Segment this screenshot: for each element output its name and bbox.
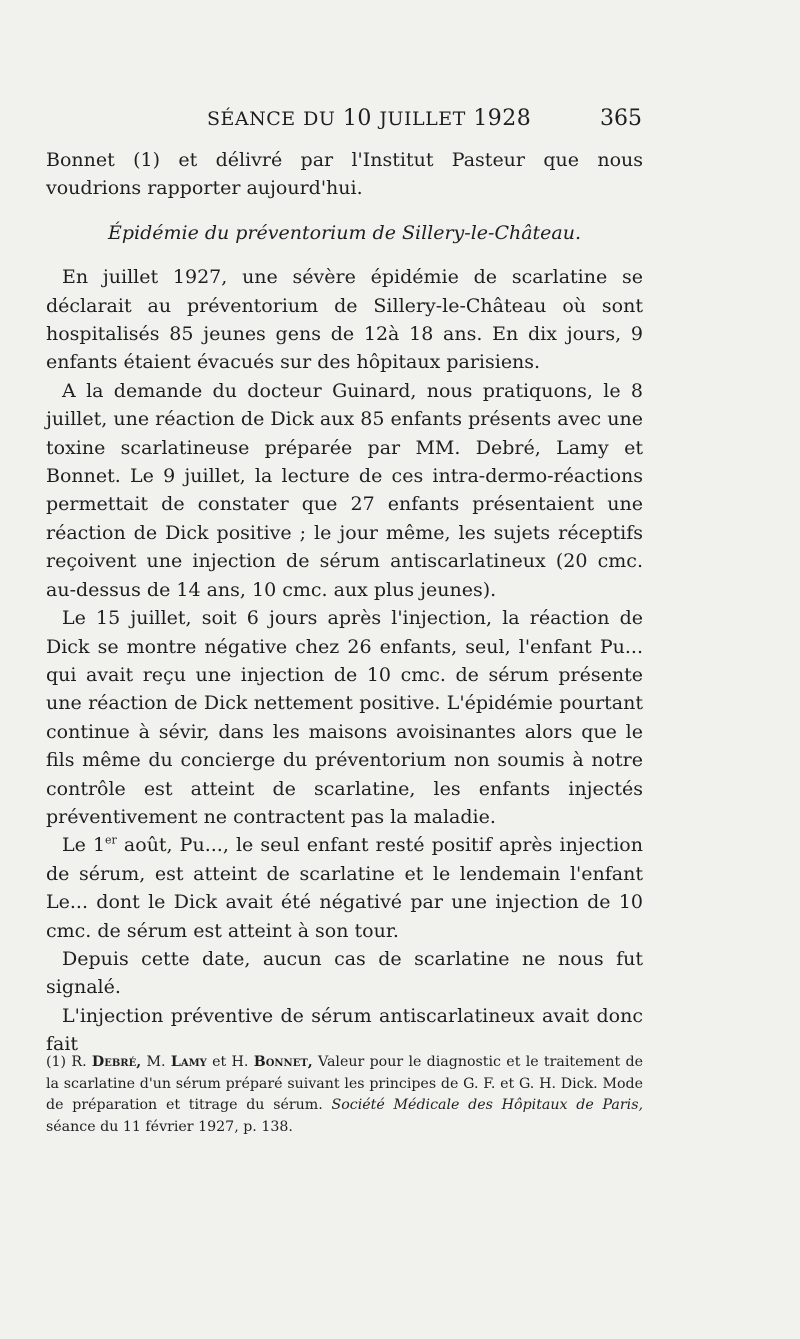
paragraph-7: Depuis cette date, aucun cas de scarlatine ne nous fut signalé. [46, 947, 643, 999]
paragraph-6 [46, 831, 643, 945]
header-year: 1928 [473, 106, 532, 131]
footnote-initial-m: M. [146, 1054, 166, 1070]
footnote-author-lamy: Lamy [170, 1054, 207, 1070]
footnote-tail: séance du 11 février 1927, p. 138. [46, 1118, 293, 1135]
paragraph-1: Bonnet (1) et délivré par l'Institut Pasteur que nous voudrions rapporter aujourd'hui. [46, 149, 643, 200]
page-number: 365 [600, 106, 642, 131]
footnote-author-bonnet: Bonnet, [253, 1054, 313, 1070]
footnote-block [46, 1052, 643, 1138]
footnote-number: (1) R. [46, 1054, 87, 1070]
footnote-1 [46, 1052, 643, 1138]
paragraph-8: L'injection préventive de sérum antiscarlatineux avait donc fait [46, 1004, 643, 1056]
running-title [207, 106, 531, 131]
header-month: JUILLET [379, 108, 466, 130]
running-header [207, 106, 642, 136]
paragraph-4: A la demande du docteur Guinard, nous pratiquons, le 8 juillet, une réaction de Dick aux 85 enfants présents avec une toxine scarlatineuse préparée par MM. Debré, Lamy et Bonnet. Le 9 juillet, la lecture de ces intra-dermo-réactions permettait de constater que 27 enfants présentaient une réaction de Dick positive ; le jour même, les sujets réceptifs reçoivent une injection de sérum antiscarlatineux (20 cmc. au-dessus de 14 ans, 10 cmc. aux plus jeunes). [46, 379, 643, 601]
footnote-et: et H. [212, 1054, 249, 1070]
superscript-er: er [105, 834, 117, 848]
header-day: 10 [342, 106, 372, 131]
paragraph-6-body: août, Pu..., le seul enfant resté positif après injection de sérum, est atteint de scarlatine et le lendemain l'enfant Le... dont le Dick avait été négativé par une injection de 10 cmc. de sérum est atteint à son tour. [46, 834, 643, 942]
paragraph-5: Le 15 juillet, soit 6 jours après l'injection, la réaction de Dick se montre négative chez 26 enfants, seul, l'enfant Pu... qui avait reçu une injection de 10 cmc. de sérum présente une réaction de Dick nettement positive. L'épidémie pourtant continue à sévir, dans les maisons avoisinantes alors que le fils même du concierge du préventorium non soumis à notre contrôle est atteint de scarlatine, les enfants injectés préventivement ne contractent pas la maladie. [46, 607, 643, 828]
paragraph-6-lead: Le 1 [62, 834, 106, 857]
footnote-journal: Société Médicale des Hôpitaux de Paris, [331, 1097, 643, 1114]
footnote-text: Valeur pour le diagnostic et le traitement de la scarlatine d'un sérum préparé suivant les principes de G. F. et G. H. Dick. Mode de préparation et titrage du sérum. [46, 1054, 643, 1114]
main-text [46, 146, 643, 1059]
paragraph-3: En juillet 1927, une sévère épidémie de scarlatine se déclarait au préventorium de Sillery-le-Château où sont hospitalisés 85 jeunes gens de 12à 18 ans. En dix jours, 9 enfants étaient évacués sur des hôpitaux parisiens. [46, 266, 643, 374]
header-seance: SÉANCE [207, 108, 296, 130]
footnote-author-debre: Debré, [91, 1054, 142, 1070]
section-title: Épidémie du préventorium de Sillery-le-Château. [107, 221, 582, 244]
header-du: DU [303, 108, 336, 130]
